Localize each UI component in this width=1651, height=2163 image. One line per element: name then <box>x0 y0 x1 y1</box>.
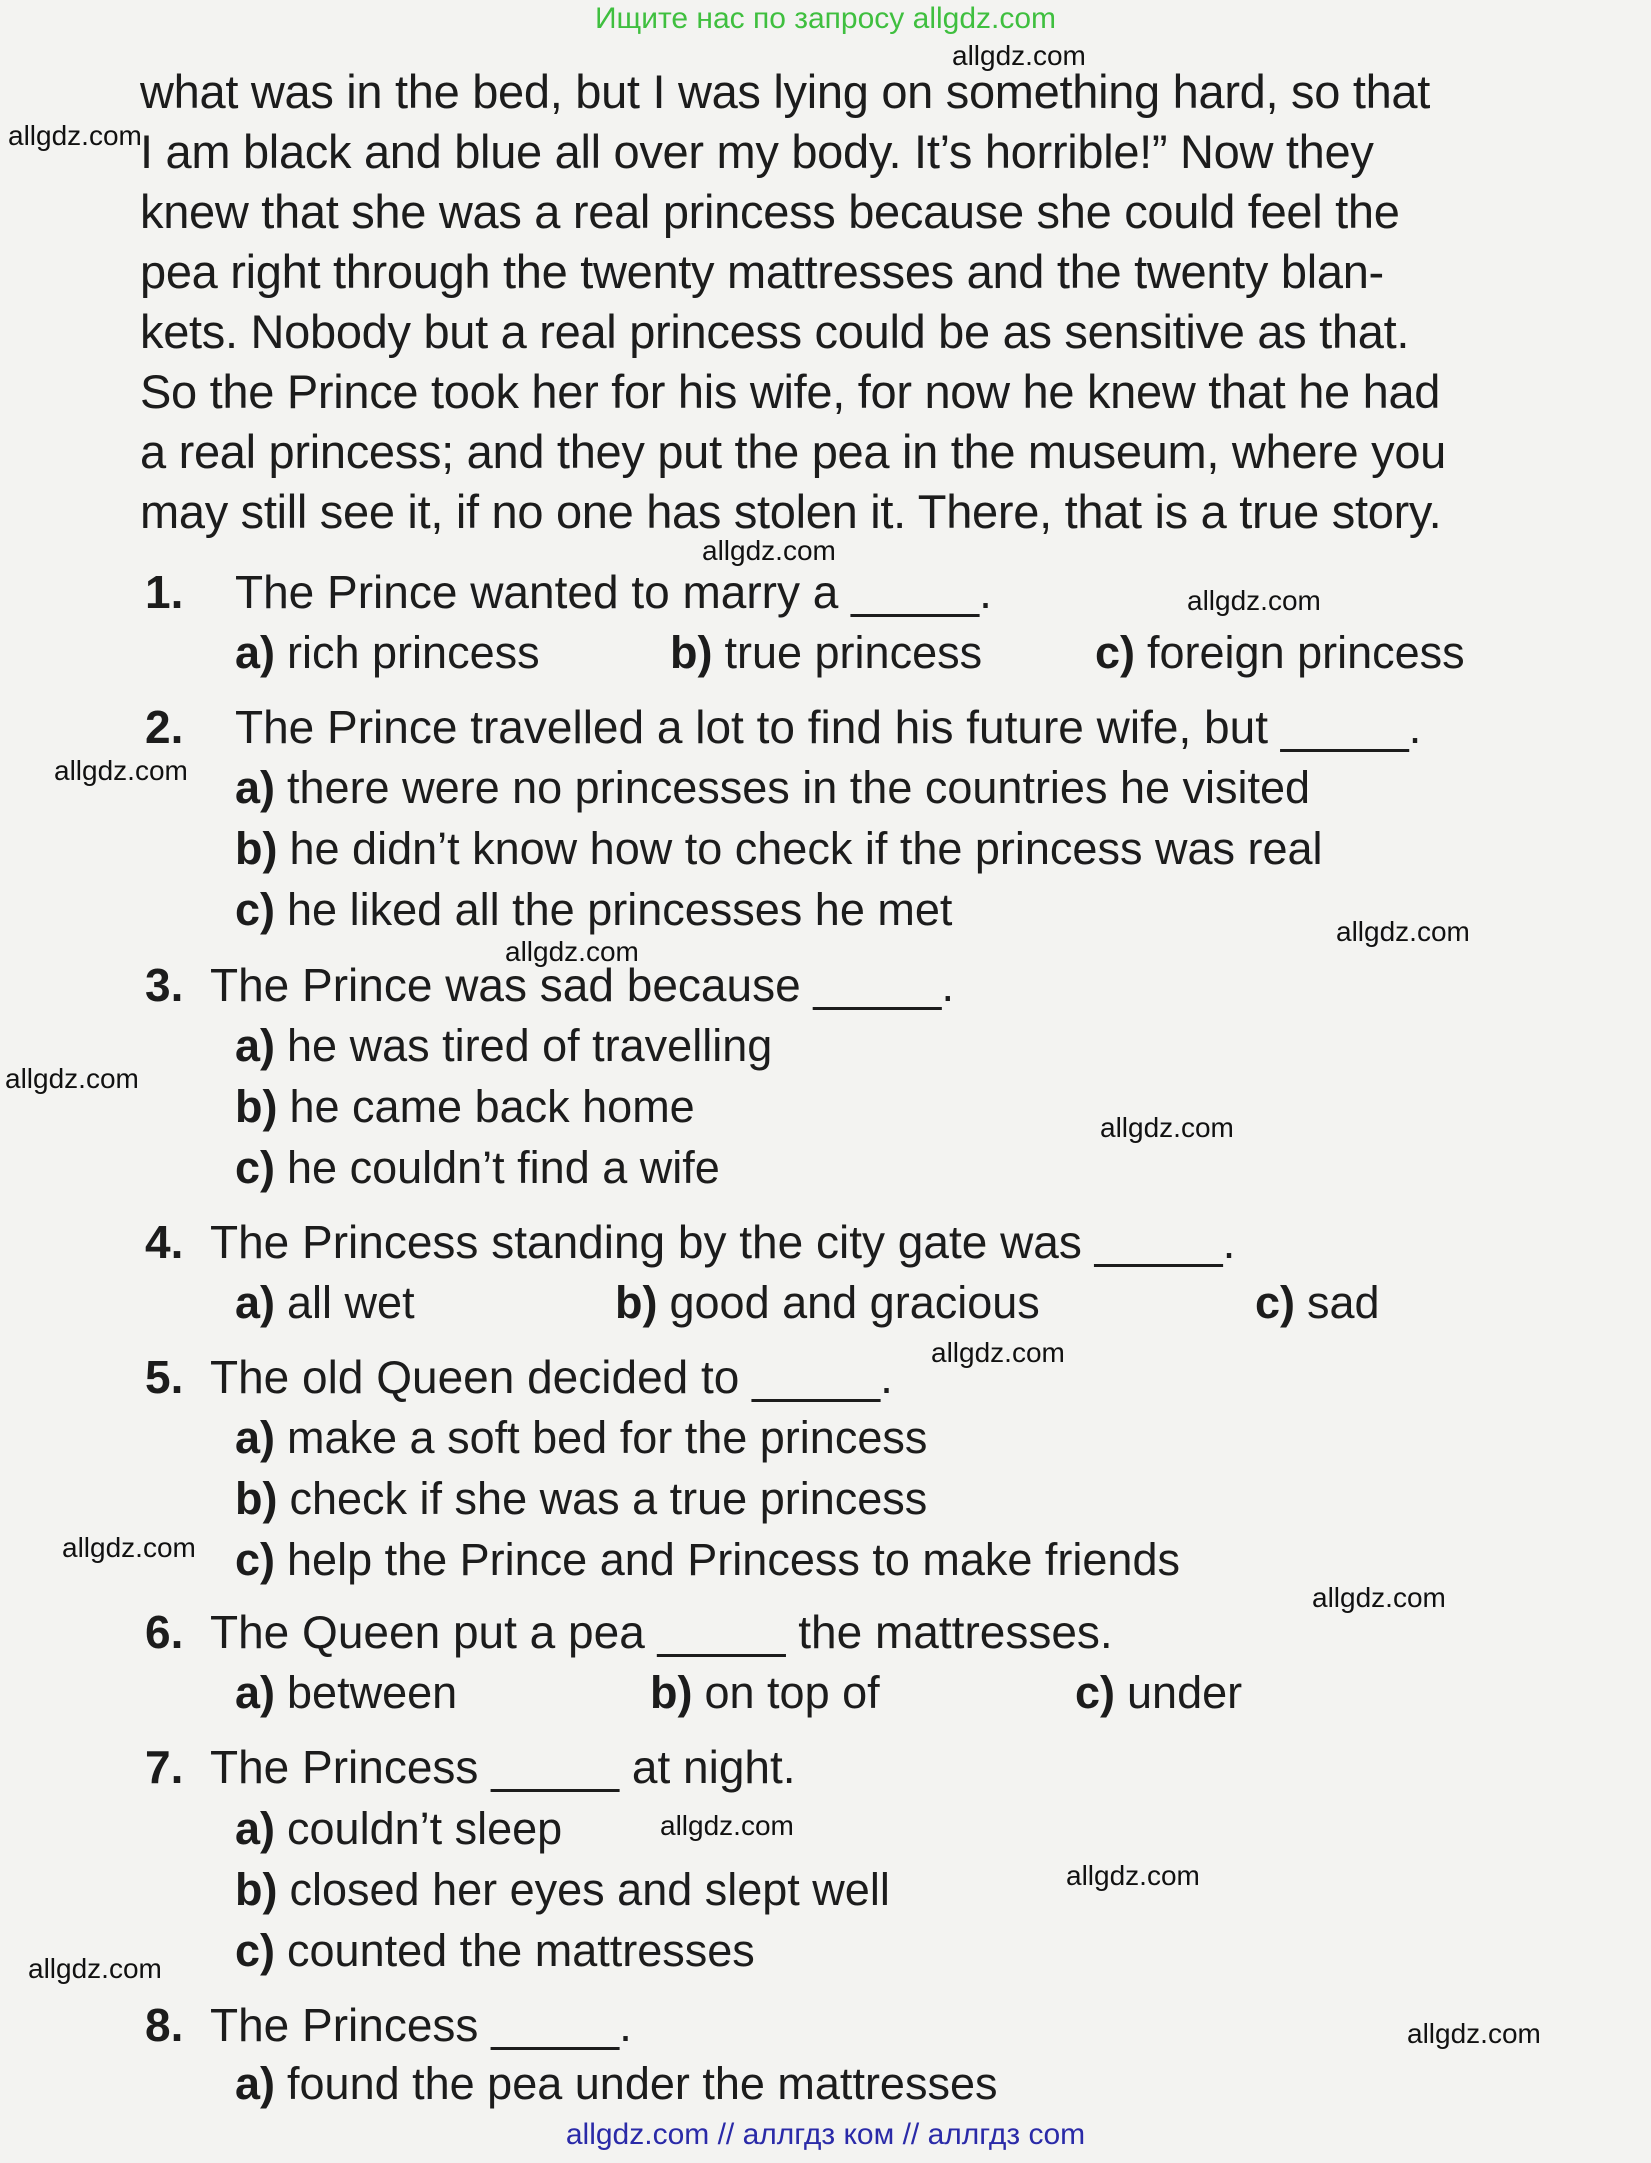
option-text: counted the mattresses <box>287 1925 755 1976</box>
option-text: rich princess <box>287 627 540 678</box>
option-text: closed her eyes and slept well <box>289 1864 890 1915</box>
option-letter: a) <box>235 1412 276 1463</box>
question-text: The Prince travelled a lot to find his future wife, but _____. <box>235 701 1422 753</box>
question-1 <box>145 565 992 619</box>
watermark: allgdz.com <box>952 40 1086 71</box>
watermark: allgdz.com <box>702 535 836 566</box>
question-text: The old Queen decided to _____. <box>210 1351 893 1403</box>
option-text: found the pea under the mattresses <box>287 2058 998 2109</box>
option-text: foreign princess <box>1147 627 1465 678</box>
option-letter: b) <box>235 823 278 874</box>
question-text: The Princess standing by the city gate was _____. <box>210 1216 1236 1268</box>
question-7 <box>145 1740 796 1794</box>
option-letter: b) <box>615 1277 658 1328</box>
option-3b[interactable] <box>235 1081 695 1133</box>
option-letter: b) <box>235 1473 278 1524</box>
watermark: allgdz.com <box>505 936 639 967</box>
option-letter: a) <box>235 1667 276 1718</box>
question-number: 8. <box>145 1999 184 2051</box>
question-number: 6. <box>145 1606 184 1658</box>
passage-line: what was in the bed, but I was lying on something hard, so that <box>140 65 1431 118</box>
option-5b[interactable] <box>235 1473 927 1525</box>
option-6b[interactable] <box>650 1667 880 1719</box>
question-number: 5. <box>145 1351 184 1403</box>
option-2a[interactable] <box>235 762 1310 814</box>
option-text: check if she was a true princess <box>289 1473 928 1524</box>
option-letter: c) <box>235 1925 276 1976</box>
option-1c[interactable] <box>1095 627 1465 679</box>
watermark: allgdz.com <box>62 1532 196 1563</box>
watermark: allgdz.com <box>660 1810 794 1841</box>
option-text: he didn’t know how to check if the princess was real <box>289 823 1323 874</box>
option-text: there were no princesses in the countries he visited <box>287 762 1311 813</box>
question-text: The Prince was sad because _____. <box>210 959 955 1011</box>
option-4b[interactable] <box>615 1277 1040 1329</box>
watermark: allgdz.com <box>1312 1582 1446 1613</box>
option-7a[interactable] <box>235 1803 562 1855</box>
option-3c[interactable] <box>235 1142 720 1194</box>
option-letter: b) <box>235 1081 278 1132</box>
option-text: under <box>1127 1667 1243 1718</box>
watermark: allgdz.com <box>1336 916 1470 947</box>
option-7c[interactable] <box>235 1925 755 1977</box>
question-3 <box>145 958 954 1012</box>
question-5 <box>145 1350 893 1404</box>
option-4c[interactable] <box>1255 1277 1380 1329</box>
option-8a[interactable] <box>235 2058 997 2110</box>
option-letter: c) <box>235 1534 276 1585</box>
passage-line: kets. Nobody but a real princess could be as sensitive as that. <box>140 305 1410 358</box>
passage-line: knew that she was a real princess because she could feel the <box>140 185 1400 238</box>
option-7b[interactable] <box>235 1864 890 1916</box>
option-letter: a) <box>235 2058 276 2109</box>
question-number: 3. <box>145 959 184 1011</box>
question-8 <box>145 1998 632 2052</box>
question-2 <box>145 700 1421 754</box>
option-6c[interactable] <box>1075 1667 1242 1719</box>
option-4a[interactable] <box>235 1277 415 1329</box>
watermark: allgdz.com <box>1100 1112 1234 1143</box>
option-letter: c) <box>1075 1667 1116 1718</box>
option-text: couldn’t sleep <box>287 1803 563 1854</box>
option-text: he was tired of travelling <box>287 1020 773 1071</box>
option-text: on top of <box>704 1667 880 1718</box>
option-letter: c) <box>1255 1277 1296 1328</box>
watermark: allgdz.com <box>5 1063 139 1094</box>
passage-line: a real princess; and they put the pea in the museum, where you <box>140 425 1447 478</box>
option-letter: b) <box>235 1864 278 1915</box>
question-text: The Princess _____ at night. <box>210 1741 796 1793</box>
option-letter: c) <box>235 1142 276 1193</box>
question-text: The Queen put a pea _____ the mattresses. <box>210 1606 1113 1658</box>
watermark: allgdz.com <box>8 120 142 151</box>
option-letter: a) <box>235 1277 276 1328</box>
question-number: 7. <box>145 1741 184 1793</box>
option-text: help the Prince and Princess to make friends <box>287 1534 1180 1585</box>
site-banner[interactable]: Ищите нас по запросу allgdz.com <box>594 2 1057 35</box>
watermark: allgdz.com <box>28 1953 162 1984</box>
question-6 <box>145 1605 1113 1659</box>
option-text: all wet <box>287 1277 415 1328</box>
watermark: allgdz.com <box>1066 1860 1200 1891</box>
option-letter: a) <box>235 762 276 813</box>
question-number: 2. <box>145 701 184 753</box>
site-footer[interactable]: allgdz.com // аллгдз ком // аллгдз сom <box>565 2118 1086 2151</box>
option-text: he came back home <box>289 1081 695 1132</box>
option-text: he liked all the princesses he met <box>287 884 953 935</box>
passage-line: I am black and blue all over my body. It’s horrible!” Now they <box>140 125 1374 178</box>
question-text: The Princess _____. <box>210 1999 632 2051</box>
option-2c[interactable] <box>235 884 952 936</box>
option-letter: a) <box>235 627 276 678</box>
option-text: true princess <box>724 627 983 678</box>
option-letter: a) <box>235 1020 276 1071</box>
passage-line: pea right through the twenty mattresses and the twenty blan- <box>140 245 1384 298</box>
passage-line: may still see it, if no one has stolen it. There, that is a true story. <box>140 485 1442 538</box>
option-5a[interactable] <box>235 1412 927 1464</box>
option-letter: c) <box>235 884 276 935</box>
option-text: between <box>287 1667 458 1718</box>
option-5c[interactable] <box>235 1534 1180 1586</box>
watermark: allgdz.com <box>1187 585 1321 616</box>
watermark: allgdz.com <box>1407 2018 1541 2049</box>
watermark: allgdz.com <box>54 755 188 786</box>
passage-line: So the Prince took her for his wife, for now he knew that he had <box>140 365 1441 418</box>
option-letter: a) <box>235 1803 276 1854</box>
story-passage <box>140 62 1610 542</box>
option-text: good and gracious <box>669 1277 1040 1328</box>
question-text: The Prince wanted to marry a _____. <box>235 566 992 618</box>
question-number: 4. <box>145 1216 184 1268</box>
option-1b[interactable] <box>670 627 982 679</box>
option-1a[interactable] <box>235 627 540 679</box>
watermark: allgdz.com <box>931 1337 1065 1368</box>
option-text: sad <box>1307 1277 1380 1328</box>
option-text: make a soft bed for the princess <box>287 1412 928 1463</box>
option-letter: b) <box>670 627 713 678</box>
question-number: 1. <box>145 566 184 618</box>
question-4 <box>145 1215 1235 1269</box>
option-text: he couldn’t find a wife <box>287 1142 720 1193</box>
option-6a[interactable] <box>235 1667 457 1719</box>
option-2b[interactable] <box>235 823 1323 875</box>
option-3a[interactable] <box>235 1020 772 1072</box>
option-letter: b) <box>650 1667 693 1718</box>
option-letter: c) <box>1095 627 1136 678</box>
